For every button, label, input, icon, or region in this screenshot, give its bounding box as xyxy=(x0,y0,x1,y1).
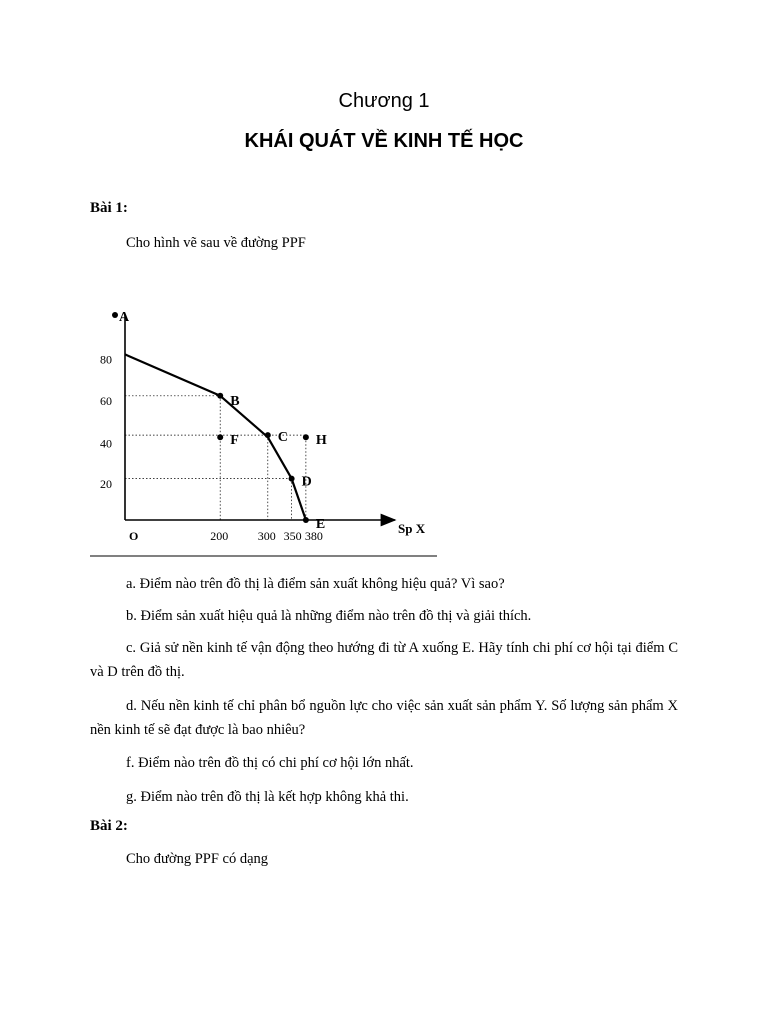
y-tick-label-20: 20 xyxy=(100,476,112,491)
point-label-h: H xyxy=(315,433,327,449)
question-d xyxy=(90,694,678,742)
point-h xyxy=(303,434,309,440)
x-tick-label-200: 200 xyxy=(210,529,229,543)
chapter-number: Chương 1 xyxy=(338,90,430,112)
exercise-1-intro: Cho hình vẽ sau về đường PPF xyxy=(126,235,306,251)
question-f-text: f. Điểm nào trên đồ thị có chi phí cơ hội lớn nhất. xyxy=(126,755,414,771)
question-c xyxy=(90,636,678,684)
point-label-f: F xyxy=(230,433,239,449)
question-f xyxy=(90,751,678,775)
point-b xyxy=(217,393,223,399)
question-c-text: c. Giả sử nền kinh tế vận động theo hướng đi từ A xuống E. Hãy tính chi phí cơ hội tại điểm C và D trên đồ thị. xyxy=(90,640,678,680)
question-d-text: d. Nếu nền kinh tế chỉ phân bổ nguồn lực cho việc sản xuất sản phẩm Y. Số lượng sản phẩm X nền kinh tế sẽ đạt được là bao nhiêu? xyxy=(90,698,678,738)
point-f xyxy=(217,434,223,440)
exercise-2-intro: Cho đường PPF có dạng xyxy=(126,851,269,867)
point-c xyxy=(265,432,271,438)
question-a xyxy=(90,572,678,596)
question-b-text: b. Điểm sản xuất hiệu quả là những điểm nào trên đồ thị và giải thích. xyxy=(126,608,532,624)
y-tick-label-80: 80 xyxy=(100,352,112,367)
origin-label: O xyxy=(129,529,139,543)
point-label-c: C xyxy=(277,430,288,446)
exercise-2-heading: Bài 2: xyxy=(90,818,128,834)
question-g-text: g. Điểm nào trên đồ thị là kết hợp không khả thi. xyxy=(126,789,409,805)
x-tick-label-350: 350 xyxy=(283,529,302,543)
point-d xyxy=(289,476,295,482)
question-b xyxy=(90,604,678,628)
point-label-b: B xyxy=(230,393,240,409)
x-axis-label: Sp X xyxy=(398,521,426,536)
y-tick-label-60: 60 xyxy=(100,393,112,408)
question-g xyxy=(90,785,678,809)
question-a-text: a. Điểm nào trên đồ thị là điểm sản xuất không hiệu quả? Vì sao? xyxy=(126,576,505,592)
point-label-e: E xyxy=(315,517,326,532)
point-e xyxy=(303,517,309,523)
chapter-title: KHÁI QUÁT VỀ KINH TẾ HỌC xyxy=(244,130,524,152)
x-tick-label-380: 380 xyxy=(304,529,323,543)
point-label-d: D xyxy=(301,474,312,490)
x-tick-label-300: 300 xyxy=(257,529,276,543)
y-tick-label-40: 40 xyxy=(100,436,112,451)
ppf-chart xyxy=(0,295,768,565)
exercise-1-heading: Bài 1: xyxy=(90,200,128,216)
point-label-a: A xyxy=(119,310,130,325)
point-a xyxy=(112,312,118,318)
